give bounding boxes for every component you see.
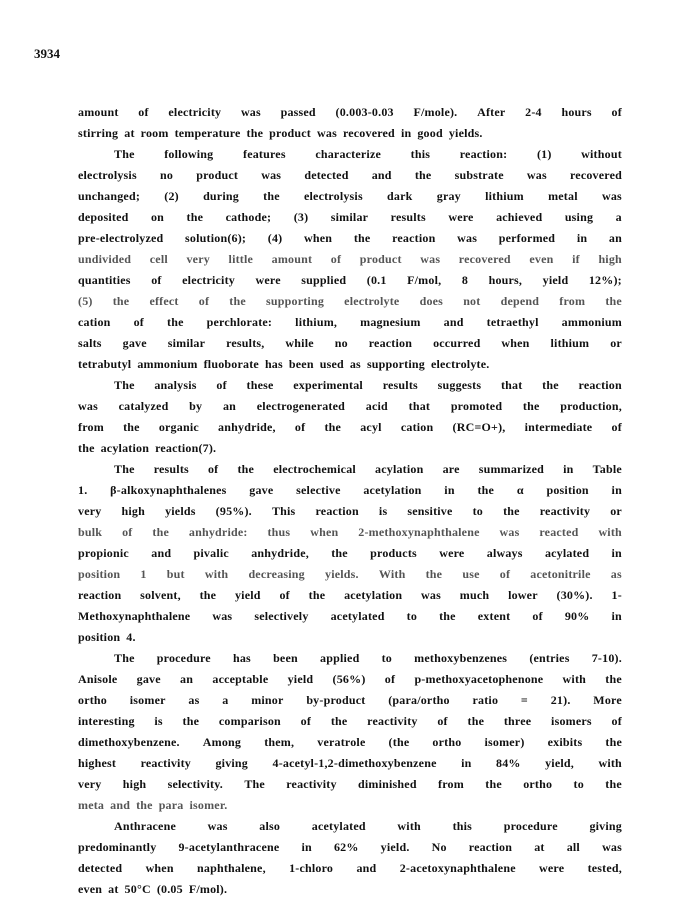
text-line: cation of the perchlorate: lithium, magnesium and tetraethyl ammonium [78,315,622,329]
text-line: very high selectivity. The reactivity diminished from the ortho to the [78,777,622,791]
text-line: stirring at room temperature the product was recovered in good yields. [78,126,483,140]
text-line: the acylation reaction(7). [78,441,217,455]
text-line: very high yields (95%). This reaction is sensitive to the reactivity or [78,504,622,518]
text-line: electrolysis no product was detected and the substrate was recovered [78,168,622,182]
text-line: The analysis of these experimental results suggests that the reaction [114,378,622,392]
text-line: meta and the para isomer. [78,798,228,812]
text-line: bulk of the anhydride: thus when 2-methoxynaphthalene was reacted with [78,525,622,539]
text-line: The results of the electrochemical acylation are summarized in Table [114,462,622,476]
text-line: reaction solvent, the yield of the acetylation was much lower (30%). 1- [78,588,622,602]
text-line: quantities of electricity were supplied (0.1 F/mol, 8 hours, yield 12%); [78,273,622,287]
text-line: The procedure has been applied to methoxybenzenes (entries 7-10). [114,651,622,665]
text-line: tetrabutyl ammonium fluoborate has been used as supporting electrolyte. [78,357,490,371]
text-line: ortho isomer as a minor by-product (para/ortho ratio = 21). More [78,693,622,707]
text-line: Methoxynaphthalene was selectively acetylated to the extent of 90% in [78,609,622,623]
text-line: undivided cell very little amount of product was recovered even if high [78,252,622,266]
text-line: pre-electrolyzed solution(6); (4) when the reaction was performed in an [78,231,622,245]
text-line: propionic and pivalic anhydride, the products were always acylated in [78,546,622,560]
text-line: interesting is the comparison of the reactivity of the three isomers of [78,714,622,728]
text-line: 1. β-alkoxynaphthalenes gave selective acetylation in the α position in [78,483,622,497]
text-line: unchanged; (2) during the electrolysis dark gray lithium metal was [78,189,622,203]
text-line: dimethoxybenzene. Among them, veratrole (the ortho isomer) exibits the [78,735,622,749]
text-line: deposited on the cathode; (3) similar results were achieved using a [78,210,622,224]
body-text [78,102,622,900]
text-line: salts gave similar results, while no reaction occurred when lithium or [78,336,622,350]
text-line: was catalyzed by an electrogenerated acid that promoted the production, [78,399,622,413]
page-number: 3934 [34,46,60,61]
text-line: amount of electricity was passed (0.003-0.03 F/mole). After 2-4 hours of [78,105,622,119]
text-line: highest reactivity giving 4-acetyl-1,2-dimethoxybenzene in 84% yield, with [78,756,622,770]
text-line: position 4. [78,630,136,644]
text-line: The following features characterize this reaction: (1) without [114,147,622,161]
text-line: detected when naphthalene, 1-chloro and 2-acetoxynaphthalene were tested, [78,861,622,875]
text-line: Anthracene was also acetylated with this procedure giving [114,819,622,833]
text-line: predominantly 9-acetylanthracene in 62% yield. No reaction at all was [78,840,622,854]
text-line: even at 50°C (0.05 F/mol). [78,882,228,896]
text-line: from the organic anhydride, of the acyl cation (RC=O+), intermediate of [78,420,622,434]
text-line: position 1 but with decreasing yields. With the use of acetonitrile as [78,567,622,581]
text-line: (5) the effect of the supporting electrolyte does not depend from the [78,294,622,308]
text-line: Anisole gave an acceptable yield (56%) of p-methoxyacetophenone with the [78,672,622,686]
